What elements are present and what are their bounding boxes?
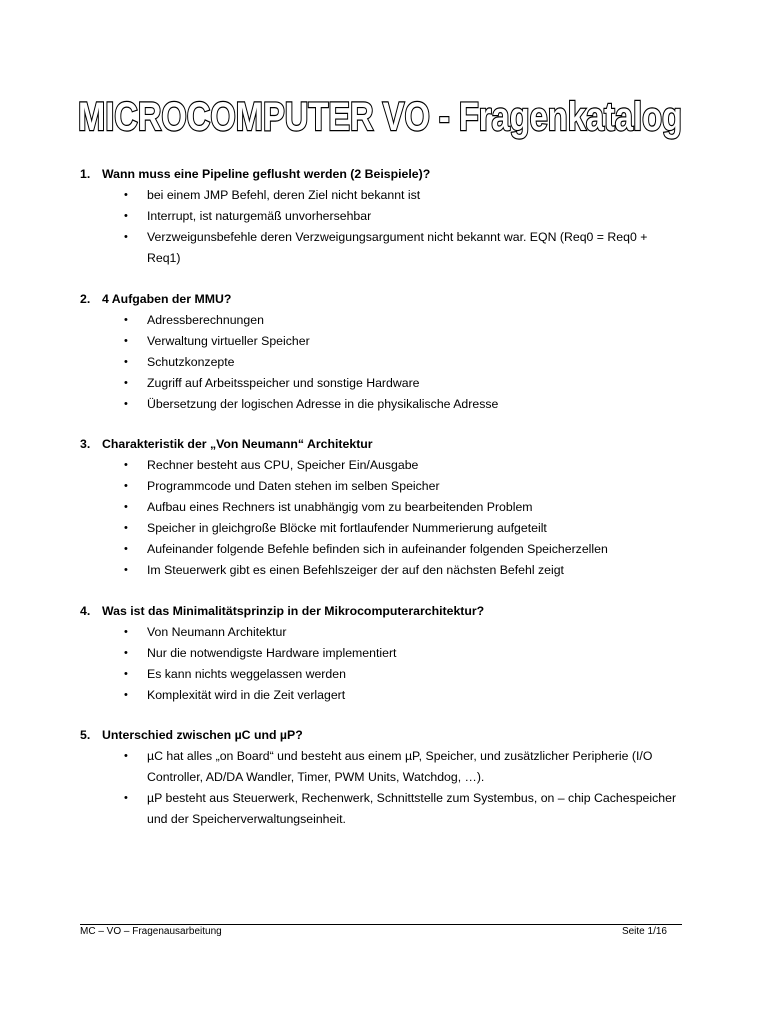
question-text: Was ist das Minimalitätsprinzip in der Mikrocomputerarchitektur? <box>102 603 485 618</box>
answer-list <box>80 746 690 830</box>
answer-item <box>80 664 690 685</box>
bullet-icon: • <box>124 210 128 222</box>
question-number: 5. <box>80 728 91 742</box>
bullet-icon: • <box>124 501 128 513</box>
question-list <box>80 164 690 850</box>
bullet-icon: • <box>124 355 128 368</box>
answer-text: Zugriff auf Arbeitsspeicher und sonstige Hardware <box>147 375 420 390</box>
answer-text: Komplexität wird in die Zeit verlagert <box>147 687 346 702</box>
question-heading <box>80 601 690 622</box>
answer-item <box>80 622 690 643</box>
bullet-icon: • <box>124 564 128 576</box>
question-4 <box>80 601 690 706</box>
answer-item <box>80 685 690 706</box>
answer-item <box>80 539 690 560</box>
bullet-icon: • <box>124 480 128 492</box>
question-2 <box>80 289 690 415</box>
question-5 <box>80 725 690 830</box>
answer-text: Nur die notwendigste Hardware implementiert <box>147 645 397 660</box>
answer-item <box>80 394 690 415</box>
question-heading <box>80 289 690 310</box>
question-number: 4. <box>80 603 91 618</box>
answer-item <box>80 352 690 373</box>
answer-text: Es kann nichts weggelassen werden <box>147 666 346 681</box>
answer-item <box>80 455 690 476</box>
answer-item <box>80 518 690 539</box>
question-1 <box>80 164 690 269</box>
page-title <box>78 86 688 144</box>
bullet-icon: • <box>124 459 128 471</box>
answer-item <box>80 206 690 227</box>
bullet-icon: • <box>124 667 128 680</box>
answer-text: Übersetzung der logischen Adresse in die physikalische Adresse <box>147 396 499 411</box>
answer-text: Programmcode und Daten stehen im selben Speicher <box>147 479 440 493</box>
answer-text: Adressberechnungen <box>147 312 264 327</box>
answer-item <box>80 497 690 518</box>
answer-text: Rechner besteht aus CPU, Speicher Ein/Ausgabe <box>147 458 419 472</box>
answer-text: Schutzkonzepte <box>147 354 235 369</box>
answer-list <box>80 310 690 415</box>
bullet-icon: • <box>124 189 128 201</box>
bullet-icon: • <box>124 231 128 243</box>
question-text: 4 Aufgaben der MMU? <box>102 291 232 306</box>
bullet-icon: • <box>124 750 128 762</box>
answer-item <box>80 185 690 206</box>
question-heading <box>80 725 690 746</box>
bullet-icon: • <box>124 792 128 804</box>
answer-text: Von Neumann Architektur <box>147 624 287 639</box>
question-number: 1. <box>80 167 91 181</box>
answer-item <box>80 746 690 788</box>
answer-item <box>80 788 690 830</box>
bullet-icon: • <box>124 522 128 534</box>
footer-left: MC – VO – Fragenausarbeitung <box>80 926 222 937</box>
bullet-icon: • <box>124 646 128 659</box>
question-3 <box>80 434 690 581</box>
bullet-icon: • <box>124 397 128 410</box>
question-heading <box>80 434 690 455</box>
footer-divider <box>80 924 682 925</box>
answer-text: Aufbau eines Rechners ist unabhängig vom zu bearbeitenden Problem <box>147 500 533 514</box>
answer-list <box>80 455 690 581</box>
answer-list <box>80 185 690 269</box>
footer-page-number: Seite 1/16 <box>621 926 667 937</box>
answer-text: Verwaltung virtueller Speicher <box>147 333 310 348</box>
bullet-icon: • <box>124 376 128 389</box>
answer-item <box>80 227 690 269</box>
question-text: Wann muss eine Pipeline geflusht werden (2 Beispiele)? <box>102 167 431 181</box>
answer-text: Speicher in gleichgroße Blöcke mit fortlaufender Nummerierung aufgeteilt <box>147 521 547 535</box>
bullet-icon: • <box>124 625 128 638</box>
question-text: Unterschied zwischen µC und µP? <box>102 728 303 742</box>
answer-text: Im Steuerwerk gibt es einen Befehlszeiger der auf den nächsten Befehl zeigt <box>147 563 564 577</box>
answer-text: Interrupt, ist naturgemäß unvorhersehbar <box>147 209 372 223</box>
bullet-icon: • <box>124 313 128 326</box>
answer-list <box>80 622 690 706</box>
answer-item <box>80 643 690 664</box>
question-heading <box>80 164 690 185</box>
answer-text: Verzweigunsbefehle deren Verzweigungsargument nicht bekannt war. EQN (Req0 = Req0 + Req1) <box>147 230 648 265</box>
answer-item <box>80 310 690 331</box>
question-number: 3. <box>80 437 91 451</box>
answer-item <box>80 373 690 394</box>
bullet-icon: • <box>124 334 128 347</box>
bullet-icon: • <box>124 543 128 555</box>
question-text: Charakteristik der „Von Neumann“ Architektur <box>102 437 373 451</box>
answer-item <box>80 331 690 352</box>
question-number: 2. <box>80 291 91 306</box>
answer-item <box>80 476 690 497</box>
answer-text: bei einem JMP Befehl, deren Ziel nicht bekannt ist <box>147 188 421 202</box>
page-title-text: MICROCOMPUTER VO - Fragenkatalog <box>78 95 682 139</box>
answer-text: µP besteht aus Steuerwerk, Rechenwerk, Schnittstelle zum Systembus, on – chip Cachespeicher und der Speicherverwaltungseinheit. <box>147 791 677 826</box>
answer-item <box>80 560 690 581</box>
bullet-icon: • <box>124 688 128 701</box>
answer-text: µC hat alles „on Board“ und besteht aus einem µP, Speicher, und zusätzlicher Peripherie (I/O Controller, AD/DA Wandler, Timer, PWM Units, Watchdog, …). <box>147 749 653 784</box>
answer-text: Aufeinander folgende Befehle befinden sich in aufeinander folgenden Speicherzellen <box>147 542 608 556</box>
